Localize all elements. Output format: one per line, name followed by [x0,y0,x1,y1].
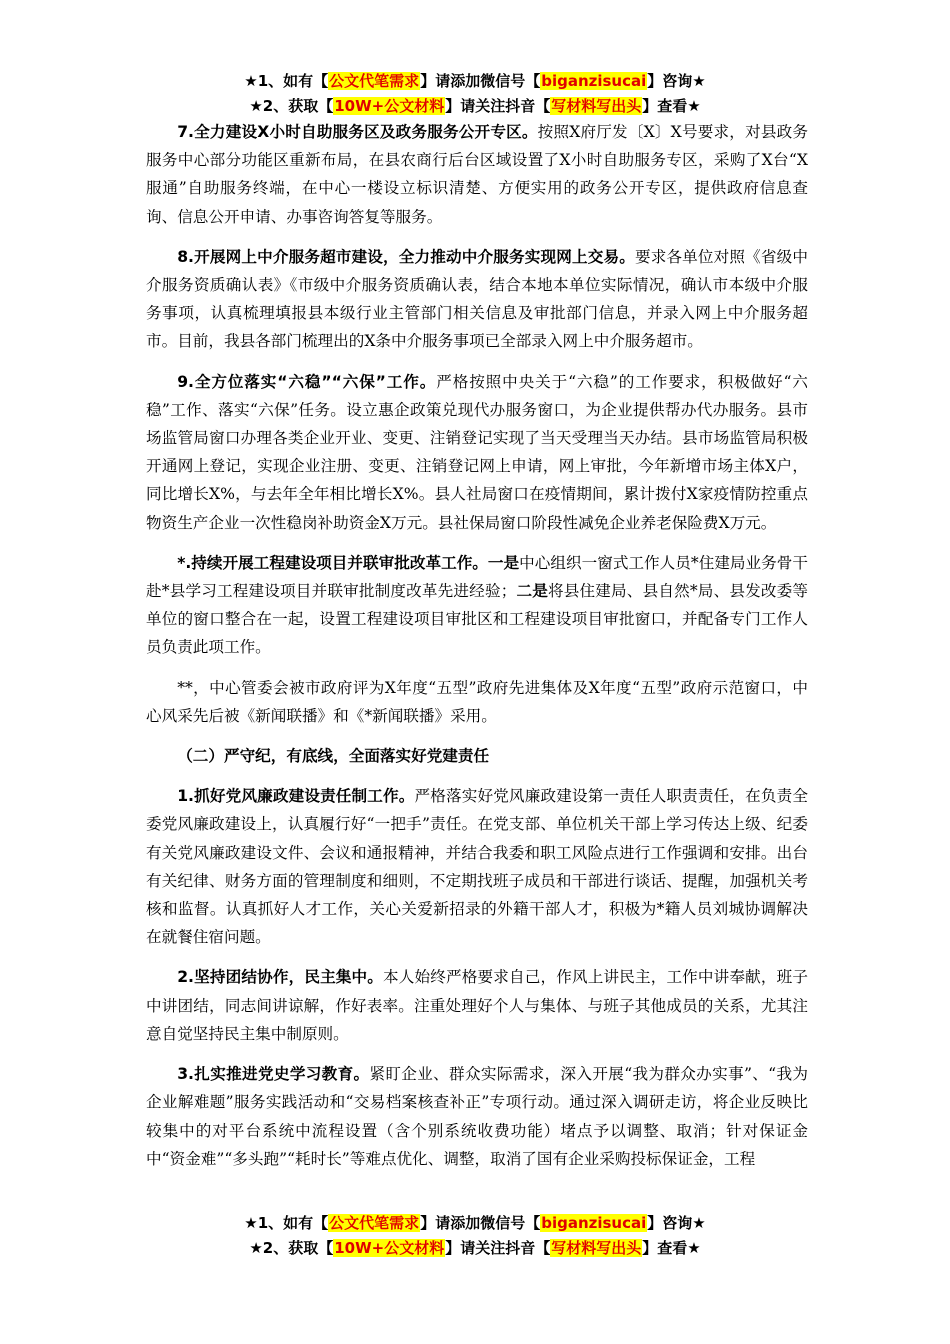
paragraph-title: 3.扎实推进党史学习教育。 [177,1065,370,1084]
paragraph-text: 本人始终严格要求自己，作风上讲民主，工作中讲奉献，班子中讲团结，同志间讲谅解，作好表率。注重处理好个人与集体、与班子其他成员的关系，尤其注意自觉坚持民主集中制原则。 [146,968,808,1043]
paragraph-title: 8.开展网上中介服务超市建设，全力推动中介服务实现网上交易。 [177,247,635,266]
banner-text: ★2、获取【 [249,1239,334,1257]
banner-highlight: 写材料写出头 [551,1239,642,1257]
paragraph-title: 9.全方位落实“六稳”“六保”工作。 [177,372,437,391]
top-banner-line-2 [0,95,950,117]
top-banner-line-1 [0,70,950,92]
paragraph-text: 中心组织一窗式工作人员*住建局业务骨干赴*县学习工程建设项目并联审批制度改革先进经验； [146,553,808,601]
paragraph-party-2 [146,963,808,1048]
paragraph-title: 2.坚持团结协作，民主集中。 [177,968,384,987]
banner-text: ★2、获取【 [249,97,334,115]
banner-text: 】请添加微信号【 [420,1214,541,1232]
paragraph-title: *.持续开展工程建设项目并联审批改革工作。 [177,553,488,572]
paragraph-party-3 [146,1060,808,1173]
banner-highlight: 写材料写出头 [551,97,642,115]
banner-text: ★1、如有【 [244,72,329,90]
bottom-banner-line-2 [0,1237,950,1259]
banner-highlight: 公文代笔需求 [329,1214,420,1232]
paragraph-title: 1.抓好党风廉政建设责任制工作。 [177,787,415,806]
paragraph-point-label: 二是 [516,582,548,601]
paragraph-text: 严格按照中央关于“六稳”的工作要求，积极做好“六稳”工作、落实“六保”任务。设立惠企政策兑现代办服务窗口，为企业提供帮办代办服务。县市场监管局窗口办理各类企业开业、变更、注销登记实现了当天受理当天办结。县市场监管局积极开通网上登记，实现企业注册、变更、注销登记网上申请，网上审批，今年新增市场主体X户，同比增长X%，与去年全年相比增长X%。县人社局窗口在疫情期间，累计拨付X家疫情防控重点物资生产企业一次性稳岗补助资金X万元。县社保局窗口阶段性减免企业养老保险费X万元。 [146,372,808,532]
paragraph-9 [146,368,808,537]
banner-text: 】请关注抖音【 [445,97,551,115]
paragraph-text: 将县住建局、县自然*局、县发改委等单位的窗口整合在一起，设置工程建设项目审批区和工程建设项目审批窗口，并配备专门工作人员负责此项工作。 [146,582,808,657]
banner-text: 】请关注抖音【 [445,1239,551,1257]
paragraph-text: **，中心管委会被市政府评为X年度“五型”政府先进集体及X年度“五型”政府示范窗口，中心风采先后被《新闻联播》和《*新闻联播》采用。 [146,678,808,725]
banner-text: 】咨询★ [647,72,706,90]
paragraph-point-label: 一是 [487,553,520,572]
banner-text: 】请添加微信号【 [420,72,541,90]
banner-highlight: biganzisucai [541,72,647,90]
document-body [146,118,808,1185]
paragraph-approval-reform [146,549,808,662]
paragraph-8 [146,243,808,356]
paragraph-text: 紧盯企业、群众实际需求，深入开展“我为群众办实事”、“我为企业解难题”服务实践活动和“交易档案核查补正”专项行动。通过深入调研走访，将企业反映比较集中的对平台系统中流程设置（含个别系统收费功能）堵点予以调整、取消；针对保证金中“资金难”“多头跑”“耗时长”等难点优化、调整，取消了国有企业采购投标保证金，工程 [146,1065,808,1168]
paragraph-text: 严格落实好党风廉政建设第一责任人职责责任，在负责全委党风廉政建设上，认真履行好“一把手”责任。在党支部、单位机关干部上学习传达上级、纪委有关党风廉政建设文件、会议和通报精神，并结合我委和职工风险点进行工作强调和安排。出台有关纪律、财务方面的管理制度和细则，不定期找班子成员和干部进行谈话、提醒，加强机关考核和监督。认真抓好人才工作，关心关爱新招录的外籍干部人才，积极为*籍人员刘城协调解决在就餐住宿问题。 [146,787,808,947]
banner-text: 】查看★ [642,1239,701,1257]
banner-highlight: 10W+公文材料 [334,1239,445,1257]
section-heading-2: （二）严守纪，有底线，全面落实好党建责任 [177,747,490,766]
banner-text: ★1、如有【 [244,1214,329,1232]
paragraph-party-1 [146,782,808,951]
bottom-banner-line-1 [0,1212,950,1234]
banner-text: 】咨询★ [647,1214,706,1232]
paragraph-title: 7.全力建设X小时自助服务区及政务服务公开专区。 [177,123,538,141]
paragraph-honors [146,674,808,730]
paragraph-7 [146,118,808,231]
banner-highlight: 公文代笔需求 [329,72,420,90]
paragraph-text: 要求各单位对照《省级中介服务资质确认表》《市级中介服务资质确认表，结合本地本单位实际情况，确认市本级中介服务事项，认真梳理填报县本级行业主管部门相关信息及审批部门信息，并录入网上中介服务超市。目前，我县各部门梳理出的X条中介服务事项已全部录入网上中介服务超市。 [146,247,808,351]
banner-highlight: biganzisucai [541,1214,647,1232]
paragraph-text: 按照X府厅发〔X〕X号要求，对县政务服务中心部分功能区重新布局，在县农商行后台区域设置了X小时自助服务专区，采购了X台“X服通”自助服务终端，在中心一楼设立标识清楚、方便实用的政务公开专区，提供政府信息查询、信息公开申请、办事咨询答复等服务。 [146,123,808,226]
banner-highlight: 10W+公文材料 [334,97,445,115]
banner-text: 】查看★ [642,97,701,115]
